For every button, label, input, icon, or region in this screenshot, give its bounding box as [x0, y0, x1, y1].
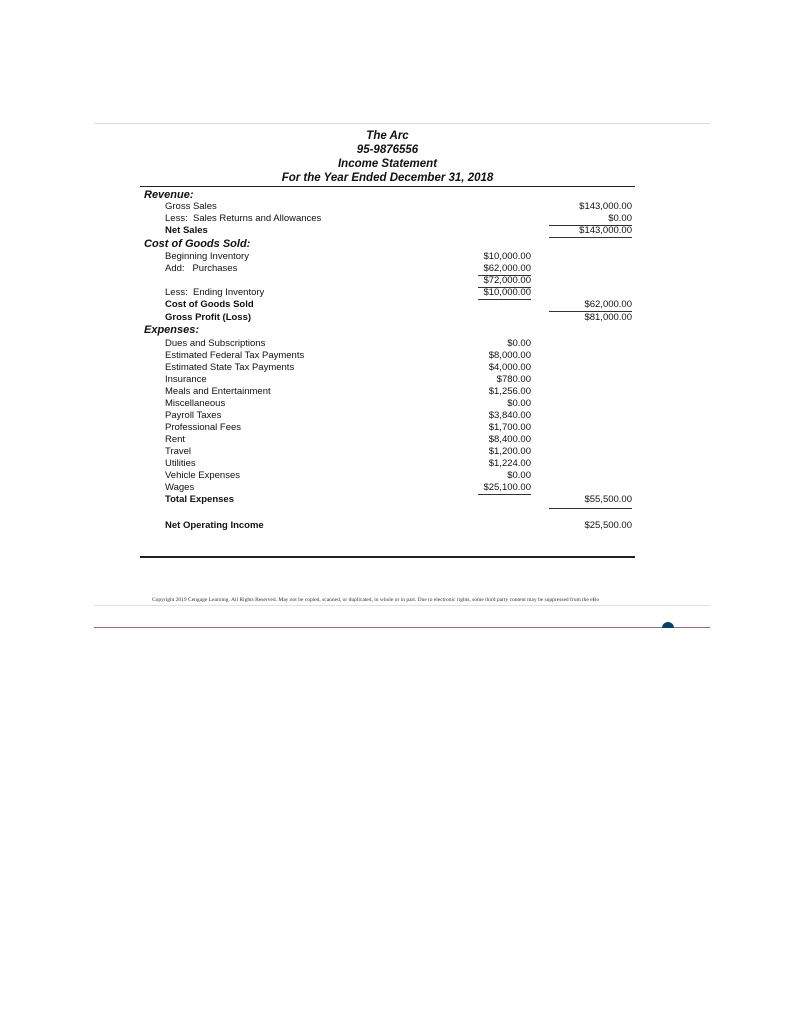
expenses-heading: Expenses:: [144, 324, 200, 336]
expense-row: [0, 446, 791, 458]
expense-row: [0, 350, 791, 362]
progress-rule: [94, 627, 710, 628]
expenses-heading-row: [0, 324, 791, 336]
expense-label: Insurance: [165, 374, 207, 385]
expense-amount: $8,400.00: [488, 434, 531, 445]
expense-row: [0, 458, 791, 470]
purchases-label: Add: Purchases: [165, 263, 238, 274]
expense-label: Payroll Taxes: [165, 410, 222, 421]
expense-label: Estimated Federal Tax Payments: [165, 350, 305, 361]
expense-amount: $4,000.00: [488, 362, 531, 373]
returns-label: Less: Sales Returns and Allowances: [165, 213, 322, 224]
cogs-total-amount: $62,000.00: [549, 299, 632, 312]
gross-profit-amount: $81,000.00: [584, 312, 632, 323]
purchases-row: [0, 263, 791, 275]
net-sales-row: [0, 225, 791, 237]
expense-row: [0, 338, 791, 350]
expense-label: Professional Fees: [165, 422, 242, 433]
beginning-inventory-label: Beginning Inventory: [165, 251, 249, 262]
statement-title: Income Statement: [337, 158, 438, 170]
copyright-notice: Copyright 2019 Cengage Learning. All Rights Reserved. May not be copied, scanned, or duplicated, in whole or in part. Due to electronic rights, some third party content may be suppressed from the eBo: [152, 597, 600, 603]
expense-row: [0, 374, 791, 386]
net-sales-amount: $143,000.00: [549, 225, 632, 238]
gross-sales-amount: $143,000.00: [579, 201, 632, 212]
company-ein: 95-9876556: [356, 144, 419, 156]
net-operating-income-row: [0, 520, 791, 532]
expense-amount: $780.00: [496, 374, 531, 385]
expense-amount: $0.00: [507, 398, 531, 409]
company-name: The Arc: [366, 130, 409, 142]
total-expenses-amount: $55,500.00: [584, 494, 632, 505]
expense-label: Miscellaneous: [165, 398, 226, 409]
scroll-handle[interactable]: [662, 622, 674, 634]
cogs-subtotal-amount: $72,000.00: [478, 275, 531, 288]
expense-label: Wages: [165, 482, 195, 493]
bottom-rule: [140, 556, 635, 558]
expense-label: Dues and Subscriptions: [165, 338, 266, 349]
expense-row: [0, 470, 791, 482]
cogs-heading: Cost of Goods Sold:: [144, 238, 251, 250]
expense-amount: $1,256.00: [488, 386, 531, 397]
gross-sales-row: [0, 201, 791, 213]
expense-row: [0, 422, 791, 434]
cogs-heading-row: [0, 238, 791, 250]
expense-row: [0, 482, 791, 494]
expense-amount: $0.00: [507, 470, 531, 481]
purchases-amount: $62,000.00: [478, 263, 531, 276]
cogs-total-row: [0, 299, 791, 311]
expense-amount: $8,000.00: [488, 350, 531, 361]
expense-row: [0, 362, 791, 374]
statement-header: [140, 129, 635, 185]
expense-row: [0, 386, 791, 398]
ending-inventory-row: [0, 287, 791, 299]
expense-row: [0, 398, 791, 410]
ending-inventory-label: Less: Ending Inventory: [165, 287, 265, 298]
expense-amount: $25,100.00: [478, 482, 531, 495]
expense-label: Vehicle Expenses: [165, 470, 240, 481]
returns-amount: $0.00: [549, 213, 632, 226]
ending-inventory-amount: $10,000.00: [478, 287, 531, 300]
net-operating-income-amount: $25,500.00: [584, 520, 632, 531]
expense-label: Meals and Entertainment: [165, 386, 271, 397]
revenue-heading-row: [0, 189, 791, 201]
expense-amount: $1,700.00: [488, 422, 531, 433]
expense-row: [0, 434, 791, 446]
expense-amount: $0.00: [507, 338, 531, 349]
footer-divider: [94, 605, 710, 606]
net-operating-income-label: Net Operating Income: [165, 520, 264, 531]
total-expenses-label: Total Expenses: [165, 494, 234, 505]
gross-profit-row: [0, 312, 791, 324]
beginning-inventory-row: [0, 251, 791, 263]
beginning-inventory-amount: $10,000.00: [483, 251, 531, 262]
gross-sales-label: Gross Sales: [165, 201, 217, 212]
expense-row: [0, 410, 791, 422]
expense-amount: $1,200.00: [488, 446, 531, 457]
statement-period: For the Year Ended December 31, 2018: [281, 172, 494, 184]
total-expenses-row: [0, 494, 791, 506]
net-sales-label: Net Sales: [165, 225, 208, 236]
gross-profit-label: Gross Profit (Loss): [165, 312, 252, 323]
cogs-total-label: Cost of Goods Sold: [165, 299, 254, 310]
expense-label: Utilities: [165, 458, 196, 469]
total-expenses-rule: [549, 508, 632, 509]
expense-amount: $1,224.00: [488, 458, 531, 469]
returns-row: [0, 213, 791, 225]
top-divider: [94, 123, 710, 124]
cogs-subtotal-row: [0, 275, 791, 287]
expense-label: Estimated State Tax Payments: [165, 362, 295, 373]
expense-label: Travel: [165, 446, 192, 457]
header-rule: [140, 186, 635, 187]
revenue-heading: Revenue:: [144, 189, 194, 201]
expense-amount: $3,840.00: [488, 410, 531, 421]
expense-label: Rent: [165, 434, 186, 445]
